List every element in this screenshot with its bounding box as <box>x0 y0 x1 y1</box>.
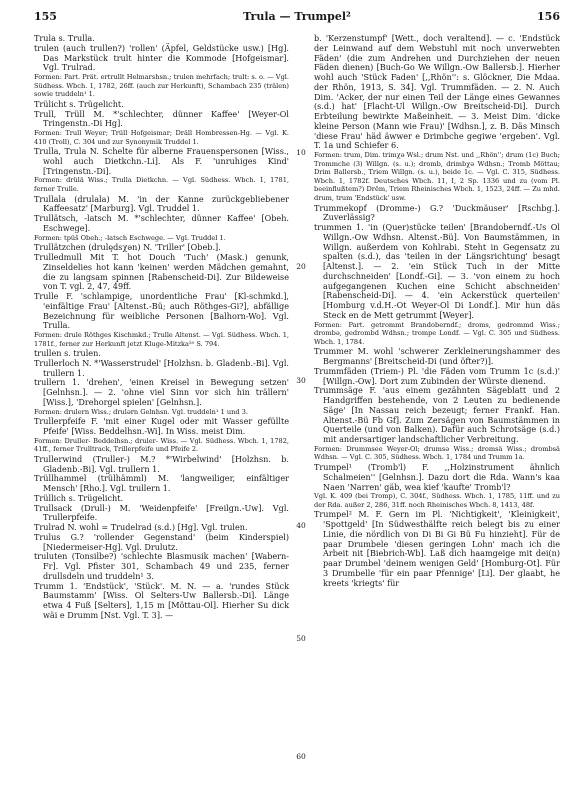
page-header <box>34 10 560 26</box>
dictionary-entry: Trullätzchen (drulędsχən) N. 'Triller' [Obeb.]. <box>34 242 221 253</box>
page-number-right: 156 <box>537 10 560 23</box>
dictionary-entry: Trulla, Trula N. Schelte für alberne Frauenspersonen [Wiss., wohl auch Dietkchn.-Li]. Als F. 'unruhiges Kind' [Tringenstn.-Di]. <box>34 146 289 176</box>
dictionary-note: Formen: Part. getrommt Brandoberndf.; droms, gedrommd Wiss.; drombə, gedrombd Wdhsn.; trompe Londf. — Vgl. C. 305 und Südhess. Wbch. 1, 1784. <box>314 320 560 346</box>
dictionary-entry: Trullerpfeife F. 'mit einer Kugel oder mit Wasser gefüllte Pfeife' [Wiss. Beddelhsn.-Wi]. In Wiss. meist Dim. <box>34 416 289 437</box>
dictionary-note: Vgl. K. 409 (bei Tromp), C. 304f., Südhess. Wbch. 1, 1785, 11ff. und zu der Rda. außer 2, 286, 31ff. noch Rheinisches Wbch. 8, 1413, 48f. <box>314 492 560 509</box>
line-number: 60 <box>296 752 306 761</box>
dictionary-entry: Trumpel¹ (Tromb'l) F. ,,Holzinstrument ähnlich Schalmeien'' [Gelnhsn.]. Dazu dort die Rda. Wann's kaa Naen 'Narren' gäb, wea kief 'kaufte' Tromb'l? <box>314 462 560 492</box>
dictionary-entry: Trummsäge F. 'aus einem gezähnten Sägeblatt und 2 Handgriffen bestehende, von 2 Leuten zu bedienende Säge' [In Nassau reich bezeugt; ferner Frankf. Han. Altenst.-Bü Fb Gf]. Zum Zersägen von Baumstämmen in Querteile (und von Balken). Dafür auch Schrotsäge (s.d.) mit andersartiger landschaftlicher Verbreitung. <box>314 385 560 445</box>
line-number: 20 <box>296 262 306 271</box>
dictionary-entry: Trull, Trüll M. *'schlechter, dünner Kaffee' [Weyer-Ol Tringenstn.-Di Hg]. <box>34 108 289 129</box>
dictionary-note: Formen: drule Röthges Kischmkd.; Trulle Altenst. — Vgl. Südhess. Wbch. 1, 1781f., ferner zur Herkunft jetzt Kluge-Mitzka²⁰ S. 794. <box>34 331 289 348</box>
dictionary-note: Formen: Druller- Beddelhsn.; druler- Wiss. — Vgl. Südhess. Wbch. 1, 1782, 41ff., ferner Trulltrack, Trillerpfeife und Pfeife 2. <box>34 436 289 454</box>
dictionary-note: Formen: drülä Wiss.; Trulla Dietkchn. — Vgl. Südhess. Wbch. 1, 1781, ferner Trulle. <box>34 176 289 194</box>
dictionary-entry: Trummer M. wohl 'schwerer Zerkleinerungshammer des Bergmanns' [Breitscheid-Di (und öfter?)]. <box>314 346 560 367</box>
dictionary-entry: Trulrad N. wohl = Trudelrad (s.d.) [Hg]. Vgl. trulen. <box>34 522 248 533</box>
left-column <box>34 34 289 621</box>
line-number: 30 <box>296 376 306 385</box>
line-number: 40 <box>296 521 306 530</box>
dictionary-entry: Trülicht s. Trügelicht. <box>34 98 124 109</box>
dictionary-entry: Trullerloch N. *'Wasserstrudel' [Holzhsn. b. Gladenb.-Bi]. Vgl. trullern 1. <box>34 357 289 378</box>
dictionary-note: Formen: trum, Dim. trimχə Wsl.; drum Nst. und ,,Rhön''; drum (1c) Buch; Trommche (3) Willgn. (s. u.); dromb, drimbχə Wdhsn.; Tromb Möttau; Drim Ballersb., Triem Willgn. (s. u.), beide 1c. — Vgl. C. 315, Südhess. Wbch. 1, 1782f. Deutsches Wbch. 11, I, 2 Sp. 1336 und zu (vom Pl. beeinflußtem?) Drëm, Triem Rheinisches Wbch. 1, 1523, 24ff. — Zu mhd. drum, trum 'Endstück' usw. <box>314 151 560 202</box>
dictionary-entry: Trüllich s. Trügelicht. <box>34 492 124 503</box>
dictionary-note: Formen: Trull Weyer; Trüll Hofgeismar; Dräll Hombressen-Hg. — Vgl. K. 410 (Troll), C. 304 und zur Synonymik Truddel 1. <box>34 129 289 146</box>
dictionary-entry: Trummekopf (Dromme-) G.? 'Duckmäuser' [Rschbg.]. Zuverlässig? <box>314 202 560 223</box>
dictionary-note: Formen: Part. Prät. ertrullt Helmarshsn.; trulen mehrfach; trult: s. o. — Vgl. Südhess. Wbch. 1, 1782, 26ff. (auch zur Herkunft), Schambach 235 (trälen) sowie truddeln¹ 1. <box>34 73 289 99</box>
dictionary-entry: trullern 1. 'drehen', 'einen Kreisel in Bewegung setzen' [Gelnhsn.]. — 2. 'ohne viel Sinn vor sich hin trällern' [Wiss.], 'Drehorgel spielen' [Gelnhsn.]. <box>34 377 289 407</box>
dictionary-entry: Trulle F. 'schlampige, unordentliche Frau' [Kl-schmkd.], 'einfältige Frau' [Altenst.-Bü; auch Röthges-Gi?], abfällige Bezeichnung für weibliche Personen [Balhorn-Wo]. Vgl. Trulla. <box>34 291 289 331</box>
dictionary-note: Formen: Drummsee Weyer-Ol; drumsə Wiss.; dromsä Wiss.; drombsä Wdhsn. — Vgl. C. 305, Südhess. Wbch. 1, 1784 und Trumm 1a. <box>314 444 560 462</box>
dictionary-entry: Trula s. Trulla. <box>34 33 95 43</box>
right-column <box>314 34 560 588</box>
dictionary-entry: Trulus G.? 'rollender Gegenstand' (beim Kinderspiel) [Niedermeiser-Hg]. Vgl. Drulutz. <box>34 531 289 552</box>
dictionary-entry: Trumpel² M. F. Gern im Pl. 'Nichtigkeit', 'Kleinigkeit', 'Spottgeld' [In Südwesthälfte reich belegt bis zu einer Linie, die nördlich von Di Bi Gi Bü Fu hinzieht]. Für de paar Drumbele 'diesen geringen Lohn' mach ich die Arbeit nit [Biebrich-Wb]. Laß dich haamgeige mit dei(n) paar Drumbel 'deinem wenigen Geld' [Homburg-Ot]. Für 3 Drumbelle 'für ein paar Pfennige' [Li]. Der glaabt, he kreets 'kriegts' für <box>314 509 560 588</box>
dictionary-entry: Trullsack (Drull-) M. 'Weidenpfeife' [Freilgn.-Uw]. Vgl. Trullerpfeife. <box>34 502 289 523</box>
dictionary-entry: Trulledmull Mit T. hot Douch 'Tuch' (Mask.) genunk, Zinseldelies hot kann 'keinen' werden Mädchen gemahnt, die zu langsam spinnen [Rabenscheid-Di]. Zur Bildeweise von T. vgl. 2, 47, 49ff. <box>34 252 289 292</box>
dictionary-note: Formen: drulern Wiss.; drulərn Gelnhsn. Vgl. truddeln¹ 1 und 3. <box>34 407 249 416</box>
dictionary-entry: Trummfäden (Triem-) Pl. 'die Fäden vom Trumm 1c (s.d.)' [Willgn.-Ow]. Dort zum Zubinden der Würste dienend. <box>314 365 560 386</box>
dictionary-entry: trullen s. trulen. <box>34 348 101 359</box>
page-number-left: 155 <box>34 10 57 23</box>
dictionary-entry: Trullätsch, -latsch M. *'schlechter, dünner Kaffee' [Obeh. Eschwege]. <box>34 213 289 233</box>
dictionary-entry: Trumm 1. 'Endstück', 'Stück'. M. N. — a. 'rundes Stück Baumstamm' [Wiss. Ol Selters-Uw Ballersb.-Di]. Länge etwa 4 Fuß [Selters], 1,15 m [Möttau-Ol]. Hierher Su dick wäi e Drumm [Nst. Vgl. T. 3]. — <box>34 580 289 620</box>
dictionary-entry: trulen (auch trullen?) 'rollen' (Äpfel, Geldstücke usw.) [Hg]. Das Markstück trult hinter die Kommode [Hofgeismar]. Vgl. Trulrad. <box>34 42 289 73</box>
line-number: 50 <box>296 634 306 643</box>
dictionary-entry: Trüllhammel (trülhämml) M. 'langweiliger, einfältiger Mensch' [Rho.]. Vgl. trullern 1. <box>34 473 289 494</box>
dictionary-entry: Trullerwind (Truller-) M.? *'Wirbelwind' [Holzhsn. b. Gladenb.-Bi]. Vgl. trullern 1. <box>34 453 289 474</box>
running-head: Trula — Trumpel² <box>243 10 351 23</box>
dictionary-note: Formen: tpüš Obeh.; -latsch Eschwege. — Vgl. Truddel 1. <box>34 233 226 242</box>
dictionary-entry: b. 'Kerzenstumpf' [Wett., doch veraltend]. — c. 'Endstück der Leinwand auf dem Webstuhl mit noch unverwebten Fäden' (die zum Andrehen und Durchziehen der neuen Fäden dienen) [Buch-Go We Willgn.-Ow Ballersb.]. Hierher wohl auch 'Stück Faden' [,,Rhön'': s. Glöckner, Die Mdaa. der Rhön, 1913, S. 34]. Vgl. Trummfäden. — 2. N. Auch Dim. 'Acker, der nur einen Teil der Länge eines Gewannes (s.d.) hat' [Flacht-Ul Willgn.-Ow Breitscheid-Di]. Durch Erbteilung bewirkte Maßeinheit. — 3. Meist Dim. 'dicke kleine Person (Mann wie Frau)' [Wdhsn.], z. B. Däs Minsch 'diese Frau' häd äwwer e Drimbche gegiwe 'ergeben'. Vgl. T. 1a und Schiefer 6. <box>314 33 560 151</box>
dictionary-entry: truluten (Tonsilbe?) 'schlechte Blasmusik machen' [Wabern-Fr]. Vgl. Pfister 301, Schambach 49 und 235, ferner drullsdeln und truddeln¹ 3. <box>34 551 289 581</box>
line-number: 10 <box>296 148 306 157</box>
dictionary-entry: Trullala (drulala) M. 'in der Kanne zurückgebliebener Kaffeesatz' [Marburg]. Vgl. Truddel 1. <box>34 193 289 214</box>
dictionary-entry: trummen 1. 'in (Quer)stücke teilen' [Brandoberndf.-Us Ol Willgn.-Ow Wdhsn. Altenst.-Bü]. Von Baumstämmen, in Willgn. außerdem von Kohlrabi. Steht in Gegensatz zu spalten (s.d.), das 'teilen in der Längsrichtung' besagt [Altenst.]. — 2. 'ein Stück Tuch in der Mitte durchschneiden' [Londf.-Gi]. — 3. 'von einem zu hoch aufgegangenen Kuchen eine Schicht abschneiden' [Rabenscheid-Di]. — 4. 'ein Ackerstück querteilen' [Homburg v.d.H.-Ot Weyer-Ol Di Londf.]. Mir hun däs Steck en de Mett getrummt [Weyer]. <box>314 222 560 320</box>
